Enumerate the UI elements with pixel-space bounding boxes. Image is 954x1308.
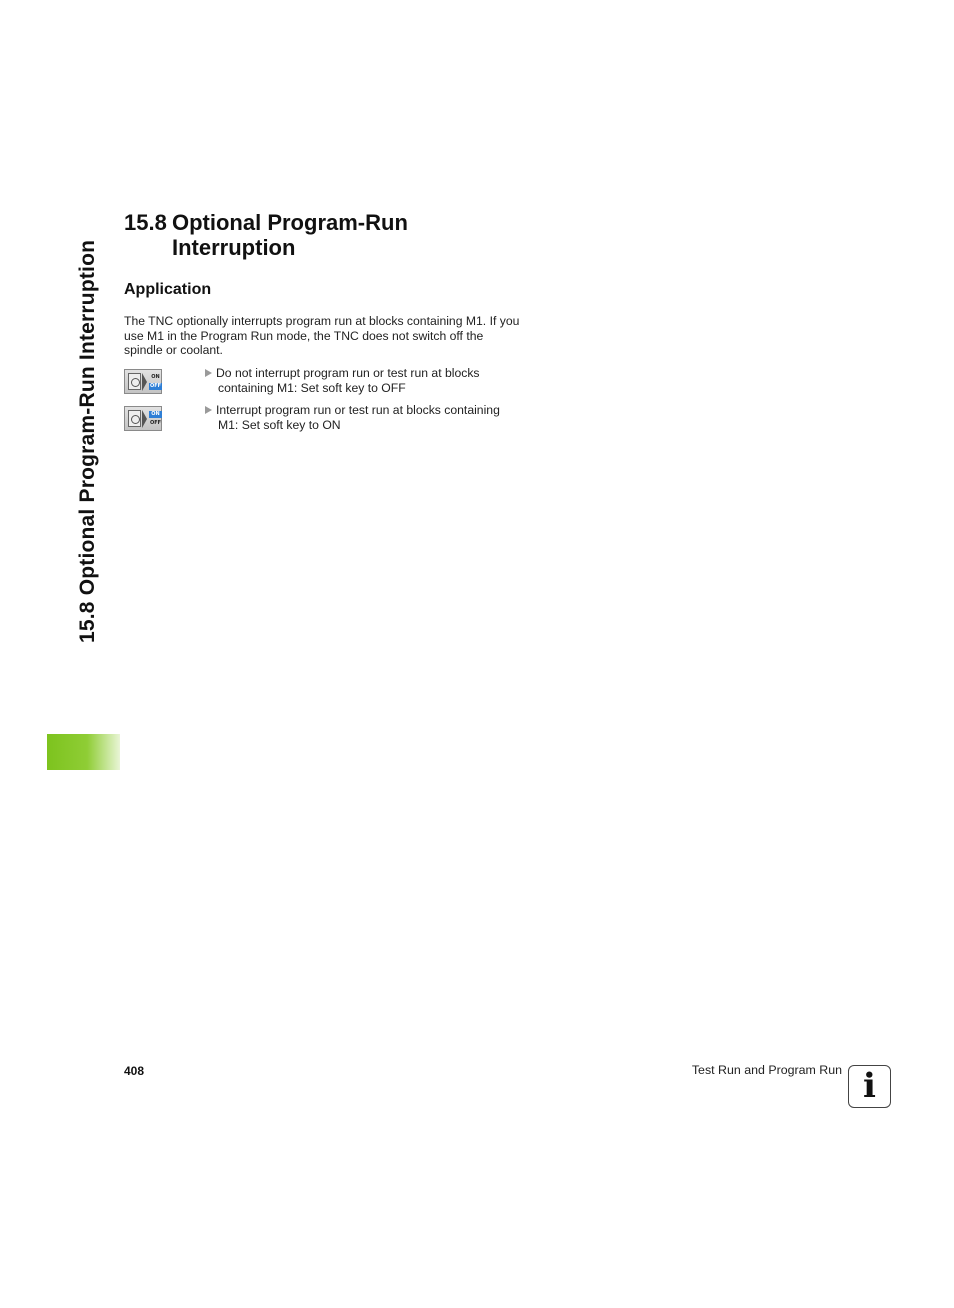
step-item <box>205 403 535 432</box>
intro-paragraph: The TNC optionally interrupts program run at blocks containing M1. If you use M1 in the Program Run mode, the TNC does not switch off the spindle or coolant. <box>124 314 520 358</box>
step-text-line: containing M1: Set soft key to OFF <box>218 380 406 395</box>
m1-softkey-off[interactable] <box>124 369 162 394</box>
softkey-on-label: ON <box>151 374 160 380</box>
step-item <box>205 366 535 395</box>
section-number: 15.8 <box>124 210 167 235</box>
softkey-arrow-icon <box>142 373 147 391</box>
bullet-arrow-icon <box>205 406 212 414</box>
page-number: 408 <box>124 1064 145 1078</box>
softkey-off-label: OFF <box>149 383 162 389</box>
step-text-line: M1: Set soft key to ON <box>218 417 341 432</box>
info-icon: i <box>848 1065 891 1108</box>
m1-softkey-on[interactable] <box>124 406 162 431</box>
section-title: Optional Program-Run Interruption <box>172 210 408 260</box>
subsection-heading: Application <box>124 281 212 298</box>
chapter-tab-marker <box>47 734 120 770</box>
m1-softkey-icon <box>128 410 141 427</box>
bullet-arrow-icon <box>205 369 212 377</box>
side-tab-title: 15.8 Optional Program-Run Interruption <box>76 239 99 643</box>
chapter-footer-title: Test Run and Program Run <box>691 1063 842 1077</box>
step-text-line: Do not interrupt program run or test run at blocks <box>216 366 480 380</box>
step-text-line: Interrupt program run or test run at blocks containing <box>216 403 500 417</box>
softkey-arrow-icon <box>142 410 147 428</box>
softkey-off-label: OFF <box>149 420 162 426</box>
softkey-on-label: ON <box>149 411 162 418</box>
m1-softkey-icon <box>128 373 141 390</box>
